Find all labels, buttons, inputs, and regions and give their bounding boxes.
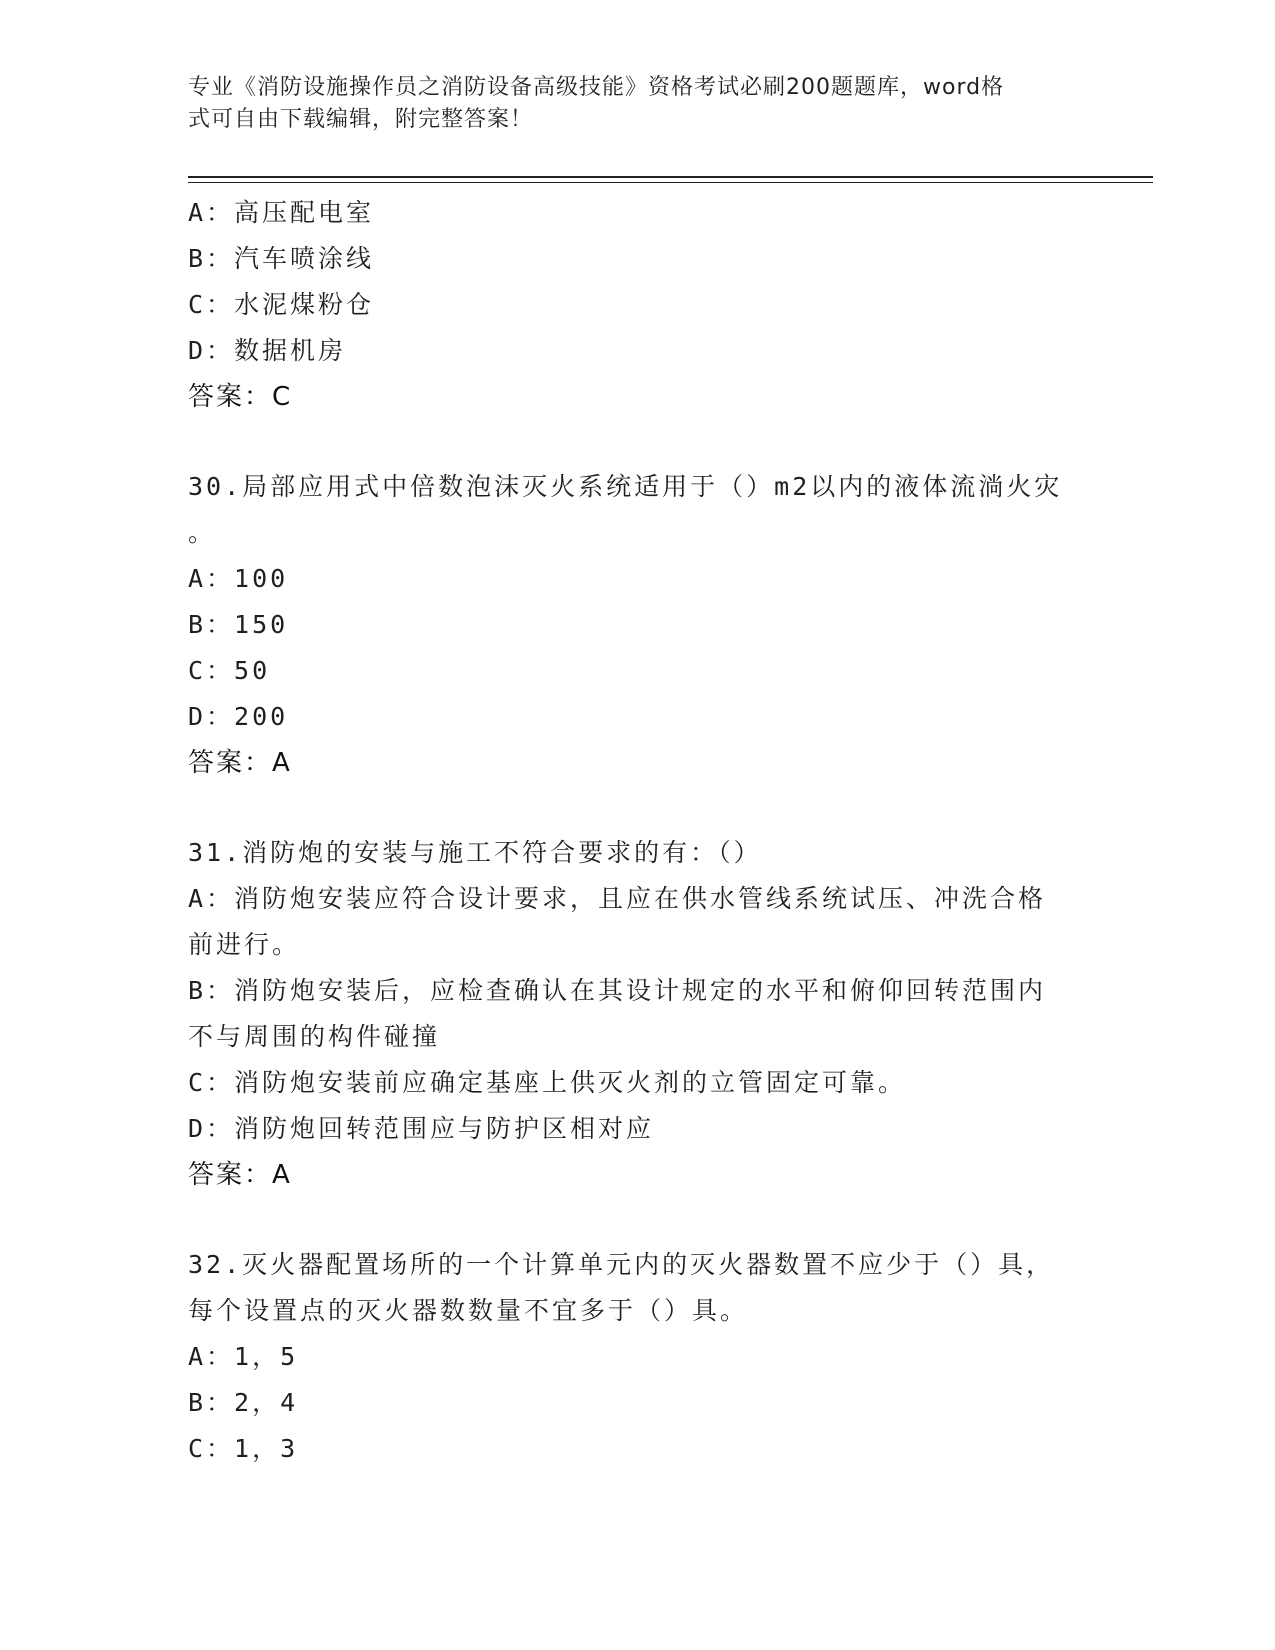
option-a: A：100 (188, 564, 289, 593)
header-line-1: 专业《消防设施操作员之消防设备高级技能》资格考试必刷200题题库，word格 (188, 75, 1005, 100)
question-stem: 32.灭火器配置场所的一个计算单元内的灭火器数置不应少于（）具， (188, 1250, 1055, 1279)
question-stem: 30.局部应用式中倍数泡沫灭火系统适用于（）m2以内的液体流淌火灾 (188, 472, 1063, 501)
option-a: A：高压配电室 (188, 198, 375, 227)
spacer (188, 420, 1088, 464)
question-stem-continued: 。 (188, 518, 217, 547)
question-stem-continued: 每个设置点的灭火器数数量不宜多于（）具。 (188, 1296, 749, 1325)
option-a-continued: 前进行。 (188, 930, 301, 959)
option-c: C：水泥煤粉仓 (188, 290, 375, 319)
spacer (188, 1198, 1088, 1242)
option-b: B：150 (188, 610, 289, 639)
document-header (188, 72, 1068, 136)
option-b: B：消防炮安装后，应检查确认在其设计规定的水平和俯仰回转范围内 (188, 976, 1047, 1005)
option-c: C：消防炮安装前应确定基座上供灭火剂的立管固定可靠。 (188, 1068, 907, 1097)
question-30 (188, 464, 1088, 786)
option-b-continued: 不与周围的构件碰撞 (188, 1022, 441, 1051)
option-d: D：200 (188, 702, 289, 731)
option-c: C：1，3 (188, 1434, 299, 1463)
question-list (188, 190, 1088, 1472)
option-b: B：2，4 (188, 1388, 299, 1417)
option-c: C：50 (188, 656, 271, 685)
header-line-2: 式可自由下载编辑，附完整答案！ (188, 107, 534, 132)
question-31 (188, 830, 1088, 1198)
answer-line: 答案：A (188, 748, 292, 778)
spacer (188, 786, 1088, 830)
answer-line: 答案：A (188, 1160, 292, 1190)
option-d: D：消防炮回转范围应与防护区相对应 (188, 1114, 655, 1143)
question-29 (188, 190, 1088, 420)
option-d: D：数据机房 (188, 336, 347, 365)
option-a: A：消防炮安装应符合设计要求，且应在供水管线系统试压、冲洗合格 (188, 884, 1047, 913)
question-stem: 31.消防炮的安装与施工不符合要求的有：（） (188, 838, 762, 867)
header-divider-thick (188, 176, 1153, 178)
question-32 (188, 1242, 1088, 1472)
option-b: B：汽车喷涂线 (188, 244, 375, 273)
header-divider-thin (188, 182, 1153, 183)
answer-line: 答案：C (188, 382, 293, 412)
option-a: A：1，5 (188, 1342, 299, 1371)
